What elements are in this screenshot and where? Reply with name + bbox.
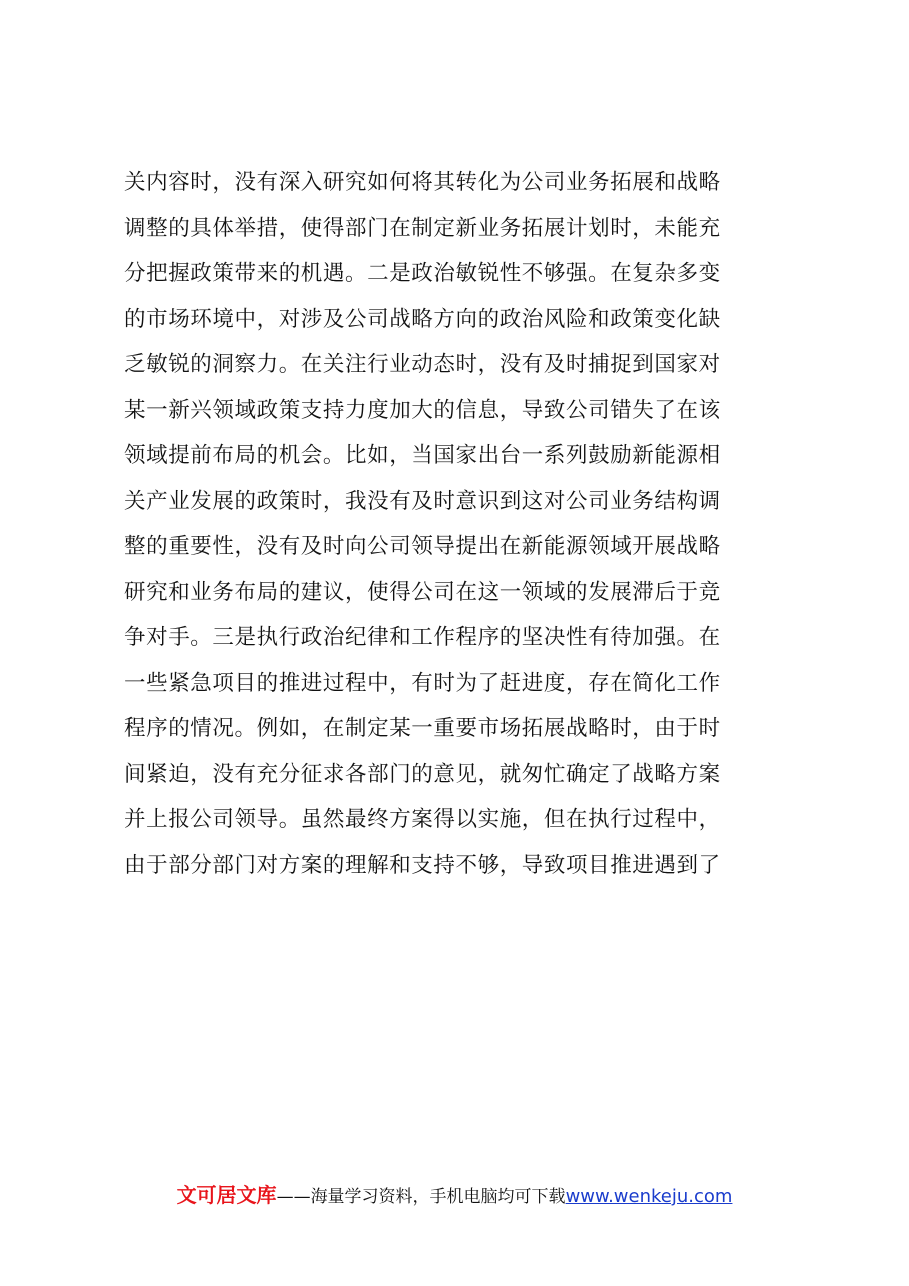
- text-line: 由于部分部门对方案的理解和支持不够，导致项目推进遇到了: [124, 852, 721, 878]
- page-footer: [0, 1180, 909, 1212]
- footer-brand: 文可居文库: [176, 1183, 277, 1207]
- text-line: 一些紧急项目的推进过程中，有时为了赶进度，存在简化工作: [124, 670, 721, 696]
- text-line: 并上报公司领导。虽然最终方案得以实施，但在执行过程中，: [124, 807, 721, 832]
- text-line: 程序的情况。例如，在制定某一重要市场拓展战略时，由于时: [124, 716, 721, 741]
- text-line: 间紧迫，没有充分征求各部门的意见，就匆忙确定了战略方案: [124, 761, 721, 787]
- text-line: 研究和业务布局的建议，使得公司在这一领域的发展滞后于竞: [124, 579, 721, 605]
- text-line: 关产业发展的政策时，我没有及时意识到这对公司业务结构调: [124, 488, 721, 514]
- text-line: 的市场环境中，对涉及公司战略方向的政治风险和政策变化缺: [124, 306, 721, 332]
- footer-site-link[interactable]: www.wenkeju.com: [565, 1186, 733, 1207]
- text-line: 分把握政策带来的机遇。二是政治敏锐性不够强。在复杂多变: [124, 261, 721, 286]
- text-line: 整的重要性，没有及时向公司领导提出在新能源领域开展战略: [124, 534, 721, 559]
- footer-tagline: ——海量学习资料，手机电脑均可下载: [276, 1187, 566, 1207]
- text-line: 调整的具体举措，使得部门在制定新业务拓展计划时，未能充: [124, 215, 721, 241]
- text-line: 乏敏锐的洞察力。在关注行业动态时，没有及时捕捉到国家对: [124, 352, 721, 377]
- text-line: 争对手。三是执行政治纪律和工作程序的坚决性有待加强。在: [124, 625, 721, 650]
- text-line: 某一新兴领域政策支持力度加大的信息，导致公司错失了在该: [124, 397, 721, 423]
- text-line: 领域提前布局的机会。比如，当国家出台一系列鼓励新能源相: [124, 443, 721, 468]
- text-line: 关内容时，没有深入研究如何将其转化为公司业务拓展和战略: [124, 170, 721, 195]
- body-text: [124, 160, 804, 888]
